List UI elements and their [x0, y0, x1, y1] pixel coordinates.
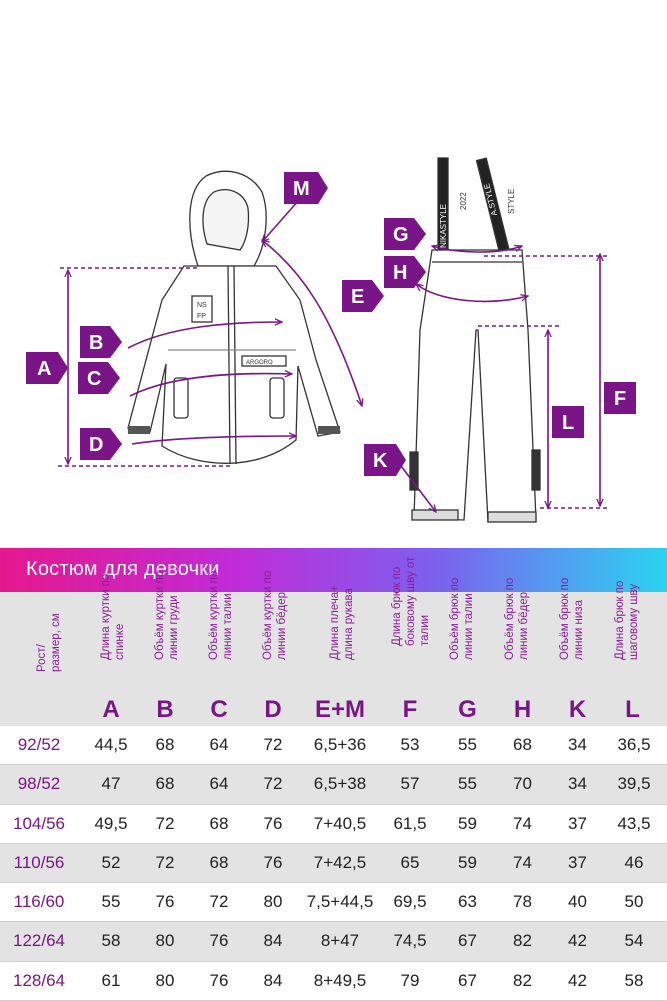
value-cell: 68: [155, 774, 175, 794]
value-cell: 8+49,5: [313, 970, 367, 990]
value-cell: 43,5: [617, 813, 651, 833]
column-letter: H: [513, 696, 532, 723]
value-cell: 49,5: [94, 813, 128, 833]
value-cell: 8+47: [320, 931, 360, 951]
value-cell: 84: [263, 970, 283, 990]
size-cell: 92/52: [17, 735, 61, 754]
marker-k: K: [373, 450, 388, 472]
column-letter: B: [156, 696, 174, 723]
value-cell: 74: [513, 852, 532, 872]
value-cell: 76: [155, 892, 175, 912]
value-cell: 40: [568, 892, 587, 912]
value-cell: 80: [155, 931, 175, 951]
value-cell: 63: [458, 892, 477, 912]
size-cell: 122/64: [13, 931, 65, 951]
size-column-header: [0, 592, 70, 726]
marker-c: C: [87, 368, 102, 390]
value-cell: 47: [101, 774, 121, 794]
value-cell: 55: [458, 735, 477, 754]
value-cell: 78: [513, 892, 532, 912]
column-header-c: [192, 570, 246, 726]
value-cell: 59: [458, 813, 477, 833]
value-cell: 68: [513, 735, 532, 754]
marker-m: M: [293, 178, 310, 200]
value-cell: 6,5+36: [313, 735, 367, 754]
trousers-illustration: [410, 158, 540, 522]
column-letter: L: [625, 696, 640, 723]
value-cell: 76: [263, 813, 283, 833]
table-row: [0, 922, 667, 961]
value-cell: 84: [263, 931, 283, 951]
value-cell: 7,5+44,5: [306, 892, 374, 912]
table-row: [0, 883, 667, 922]
value-cell: 61: [101, 970, 121, 990]
value-cell: 76: [209, 931, 229, 951]
marker-h: H: [393, 262, 408, 284]
size-header-label: Рост/ размер, см: [36, 613, 62, 672]
value-cell: 58: [624, 970, 644, 990]
value-cell: 36,5: [617, 735, 651, 754]
marker-d: D: [89, 434, 104, 456]
marker-g: G: [393, 224, 409, 246]
marker-e: E: [351, 286, 365, 308]
value-cell: 68: [209, 852, 229, 872]
column-desc: Объём брюк по линии низа: [558, 577, 585, 660]
column-header-b: [138, 570, 192, 726]
jacket-badge-line1: NS: [197, 302, 207, 309]
column-letter: G: [458, 696, 477, 723]
column-header-h: [495, 577, 550, 726]
value-cell: 79: [400, 970, 420, 990]
value-cell: 7+42,5: [313, 852, 367, 872]
column-letter: C: [210, 696, 228, 723]
jacket-illustration: [128, 171, 340, 464]
value-cell: 82: [513, 931, 532, 951]
value-cell: 76: [209, 970, 229, 990]
value-cell: 37: [568, 813, 587, 833]
value-cell: 72: [155, 852, 175, 872]
value-cell: 39,5: [617, 774, 651, 794]
value-cell: 46: [624, 852, 644, 872]
value-cell: 65: [400, 852, 420, 872]
value-cell: 67: [458, 931, 477, 951]
table-row: [0, 805, 667, 844]
table-row: [0, 962, 667, 1001]
value-cell: 74,5: [393, 931, 427, 951]
size-cell: 116/60: [13, 892, 65, 912]
value-cell: 72: [263, 774, 283, 794]
column-letter: F: [402, 696, 418, 723]
column-header-f: [380, 556, 440, 726]
value-cell: 53: [400, 735, 420, 754]
size-cell: 110/56: [13, 852, 65, 872]
value-cell: 72: [209, 892, 229, 912]
suspender-text-3: A.STYLE: [482, 182, 499, 217]
value-cell: 52: [101, 852, 121, 872]
marker-b: B: [89, 332, 104, 354]
marker-l: L: [562, 412, 575, 434]
column-letter: E+M: [314, 696, 365, 723]
value-cell: 69,5: [393, 892, 427, 912]
value-cell: 7+40,5: [313, 813, 367, 833]
value-cell: 82: [513, 970, 532, 990]
column-desc: Объём куртки по линии бёдер: [262, 570, 288, 660]
value-cell: 44,5: [94, 735, 128, 754]
value-cell: 55: [101, 892, 121, 912]
value-cell: 55: [458, 774, 477, 794]
table-row: [0, 726, 667, 765]
value-cell: 50: [624, 892, 644, 912]
suspender-text-2: 2022: [459, 192, 468, 210]
suspender-text-1: NIKASTYLE: [439, 203, 448, 248]
value-cell: 37: [568, 852, 587, 872]
value-cell: 67: [458, 970, 477, 990]
value-cell: 61,5: [393, 813, 427, 833]
column-desc: Длина брюк по шаговому шву: [613, 580, 640, 660]
value-cell: 42: [568, 970, 587, 990]
value-cell: 70: [513, 774, 532, 794]
size-table-body: [0, 726, 667, 1001]
jacket-logo-text: ARGORO: [246, 360, 273, 366]
size-cell: 128/64: [13, 970, 65, 990]
column-header-a: [84, 573, 138, 726]
marker-f: F: [614, 388, 627, 410]
value-cell: 54: [624, 931, 644, 951]
value-cell: 72: [155, 813, 175, 833]
size-cell: 98/52: [17, 774, 61, 794]
value-cell: 6,5+38: [313, 774, 367, 794]
column-desc: Объём брюк по линии бёдер: [503, 577, 530, 660]
value-cell: 64: [209, 735, 229, 754]
column-desc: Длина брюк по боковому шву от талии: [391, 556, 431, 646]
value-cell: 34: [568, 774, 587, 794]
column-header-k: [550, 577, 605, 726]
column-desc: Длина куртки по спинке: [100, 573, 126, 660]
column-header-g: [440, 577, 495, 726]
size-cell: 104/56: [13, 813, 65, 833]
table-title: Костюм для девочки: [26, 558, 220, 580]
table-row: [0, 765, 667, 804]
column-desc: Длина плеча+ длина рукава: [329, 585, 355, 660]
value-cell: 59: [458, 852, 477, 872]
value-cell: 76: [263, 852, 283, 872]
column-letter: D: [264, 696, 282, 723]
value-cell: 80: [155, 970, 175, 990]
column-desc: Объём куртки по линии груди: [154, 570, 180, 660]
column-header-e-m: [300, 585, 380, 726]
value-cell: 68: [155, 735, 175, 754]
column-letter: A: [102, 696, 120, 723]
value-cell: 74: [513, 813, 532, 833]
value-cell: 72: [263, 735, 283, 754]
column-header-l: [605, 580, 660, 726]
suspender-text-4: STYLE: [507, 188, 516, 214]
value-cell: 34: [568, 735, 587, 754]
column-desc: Объём брюк по линии талии: [448, 577, 475, 660]
marker-a: A: [37, 358, 52, 380]
column-letter: K: [568, 696, 587, 723]
value-cell: 57: [400, 774, 420, 794]
table-row: [0, 844, 667, 883]
column-desc: Объём куртки по линии талии: [208, 570, 234, 660]
value-cell: 64: [209, 774, 229, 794]
jacket-badge-line2: FP: [197, 313, 206, 320]
value-cell: 80: [263, 892, 283, 912]
value-cell: 58: [101, 931, 121, 951]
value-cell: 42: [568, 931, 587, 951]
column-header-d: [246, 570, 300, 726]
value-cell: 68: [209, 813, 229, 833]
